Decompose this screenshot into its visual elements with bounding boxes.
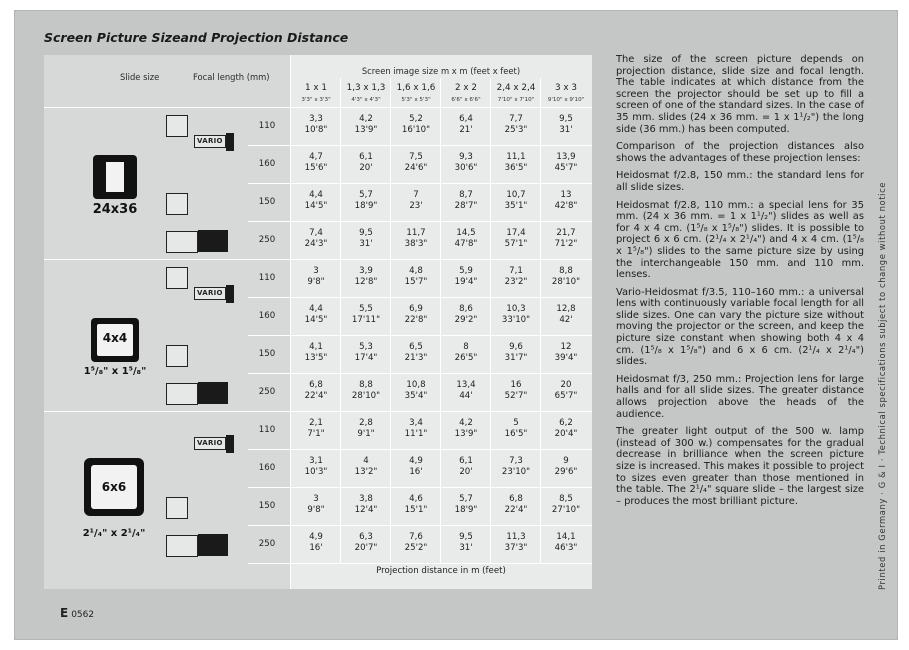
- distance-meters: 7,3: [509, 456, 523, 466]
- distance-feet: 13'2": [354, 467, 378, 477]
- distance-cell: [341, 152, 391, 174]
- tele-lens-icon: [198, 230, 228, 252]
- column-header-feet: 6'6" x 6'6": [451, 97, 481, 103]
- column-header-feet: 9'10" x 9'10": [547, 97, 585, 103]
- distance-meters: 5,5: [359, 304, 373, 314]
- vario-lens-barrel-icon: [226, 435, 234, 453]
- distance-feet: 42'8": [554, 201, 578, 211]
- distance-meters: 17,4: [506, 228, 526, 238]
- distance-feet: 14'5": [304, 315, 328, 325]
- distance-feet: 30'6": [454, 163, 478, 173]
- distance-cell: [391, 342, 441, 364]
- column-header: 3 x 3: [555, 83, 577, 93]
- distance-cell: [341, 342, 391, 364]
- distance-meters: 21,7: [556, 228, 576, 238]
- focal-length: 250: [258, 539, 276, 549]
- distance-cell: [391, 266, 441, 288]
- distance-cell: [491, 266, 541, 288]
- standard-lens-icon: [166, 193, 188, 215]
- distance-cell: [291, 152, 341, 174]
- distance-feet: 9'8": [307, 505, 325, 515]
- column-header: 1 x 1: [305, 83, 327, 93]
- distance-feet: 31'7": [504, 353, 528, 363]
- distance-feet: 19'4": [454, 277, 478, 287]
- distance-cell: [291, 228, 341, 250]
- distance-cell: [391, 228, 441, 250]
- paragraph: The size of the screen picture depends on projection distance, slide size and focal length. The table indicates at which distance from the screen the projector should be set up to fill a screen of one of the standard sizes. In the case of 35 mm. slides (24 x 36 mm. = 1 x 1¹/₂") the long side (36 mm.) has been computed.: [616, 54, 864, 135]
- distance-cell: [391, 494, 441, 516]
- focal-length: 160: [258, 159, 276, 169]
- distance-cell: [541, 380, 591, 402]
- distance-feet: 71'2": [554, 239, 578, 249]
- slide-size-6x6-inches: 2¹/₄" x 2¹/₄": [82, 528, 146, 539]
- distance-meters: 11,7: [406, 228, 426, 238]
- slide-24x36-icon: [93, 155, 137, 199]
- distance-feet: 29'2": [454, 315, 478, 325]
- distance-meters: 13,9: [556, 152, 576, 162]
- distance-cell: [541, 304, 591, 326]
- distance-cell: [391, 380, 441, 402]
- distance-feet: 39'4": [554, 353, 578, 363]
- distance-cell: [541, 456, 591, 478]
- distance-cell: [291, 304, 341, 326]
- distance-cell: [341, 456, 391, 478]
- distance-cell: [341, 266, 391, 288]
- distance-cell: [441, 456, 491, 478]
- screen-size-header: Screen image size m x m (feet x feet): [361, 66, 521, 76]
- distance-feet: 23': [409, 201, 423, 211]
- distance-meters: 6,2: [559, 418, 573, 428]
- distance-feet: 13'9": [454, 429, 478, 439]
- distance-feet: 17'11": [351, 315, 381, 325]
- distance-feet: 20'7": [354, 543, 378, 553]
- distance-meters: 4: [363, 456, 369, 466]
- distance-meters: 20: [560, 380, 572, 390]
- distance-meters: 6,1: [359, 152, 373, 162]
- distance-cell: [341, 114, 391, 136]
- distance-cell: [541, 418, 591, 440]
- distance-meters: 6,8: [309, 380, 323, 390]
- distance-meters: 7,6: [409, 532, 423, 542]
- distance-feet: 17'4": [354, 353, 378, 363]
- distance-meters: 6,1: [459, 456, 473, 466]
- standard-lens-icon: [166, 497, 188, 519]
- focal-length: 110: [258, 121, 276, 131]
- paragraph: Heidosmat f/3, 250 mm.: Projection lens for large halls and for all slide sizes. The greater distance allows projection above the heads of the audience.: [616, 373, 864, 420]
- distance-meters: 10,8: [406, 380, 426, 390]
- distance-cell: [391, 456, 441, 478]
- vario-lens-icon: VARIO: [194, 437, 226, 450]
- distance-cell: [291, 418, 341, 440]
- column-header: 2 x 2: [455, 83, 477, 93]
- distance-feet: 15'1": [404, 505, 428, 515]
- focal-length: 160: [258, 311, 276, 321]
- distance-meters: 9: [563, 456, 569, 466]
- distance-cell: [441, 532, 491, 554]
- distance-feet: 12'8": [354, 277, 378, 287]
- vario-lens-barrel-icon: [226, 285, 234, 303]
- distance-cell: [541, 114, 591, 136]
- distance-cell: [341, 304, 391, 326]
- distance-cell: [541, 152, 591, 174]
- tele-lens-frame-icon: [166, 535, 198, 557]
- distance-cell: [441, 304, 491, 326]
- slide-size-4x4-inches: 1⁵/₈" x 1⁵/₈": [83, 366, 147, 377]
- distance-meters: 5,7: [459, 494, 473, 504]
- distance-cell: [441, 152, 491, 174]
- page-letter: E: [60, 606, 69, 620]
- distance-meters: 8,6: [459, 304, 473, 314]
- distance-feet: 24'6": [404, 163, 428, 173]
- distance-feet: 26'5": [454, 353, 478, 363]
- distance-meters: 4,4: [309, 190, 323, 200]
- distance-cell: [541, 532, 591, 554]
- distance-feet: 22'4": [504, 505, 528, 515]
- slide-size-24x36: 24x36: [92, 202, 138, 217]
- column-header-feet: 3'3" x 3'3": [301, 97, 331, 103]
- projector-body-icon: [166, 115, 188, 137]
- focal-length: 160: [258, 463, 276, 473]
- distance-meters: 13,4: [456, 380, 476, 390]
- distance-feet: 23'10": [501, 467, 531, 477]
- distance-cell: [441, 342, 491, 364]
- distance-meters: 6,9: [409, 304, 423, 314]
- distance-feet: 42': [559, 315, 573, 325]
- distance-cell: [491, 494, 541, 516]
- distance-meters: 14,1: [556, 532, 576, 542]
- distance-feet: 24'3": [304, 239, 328, 249]
- distance-meters: 10,7: [506, 190, 526, 200]
- column-header: 1,3 x 1,3: [346, 83, 386, 93]
- distance-feet: 65'7": [554, 391, 578, 401]
- distance-cell: [491, 418, 541, 440]
- distance-meters: 3: [313, 494, 319, 504]
- distance-meters: 4,8: [409, 266, 423, 276]
- distance-feet: 20': [359, 163, 373, 173]
- distance-feet: 47'8": [454, 239, 478, 249]
- distance-cell: [291, 494, 341, 516]
- distance-feet: 28'7": [454, 201, 478, 211]
- column-header-feet: 4'3" x 4'3": [351, 97, 381, 103]
- distance-meters: 3,1: [309, 456, 323, 466]
- distance-cell: [491, 190, 541, 212]
- distance-cell: [341, 190, 391, 212]
- distance-meters: 7,1: [509, 266, 523, 276]
- distance-cell: [541, 266, 591, 288]
- distance-meters: 3,8: [359, 494, 373, 504]
- distance-feet: 35'4": [404, 391, 428, 401]
- distance-cell: [491, 342, 541, 364]
- distance-meters: 7: [413, 190, 419, 200]
- distance-feet: 21'3": [404, 353, 428, 363]
- distance-feet: 29'6": [554, 467, 578, 477]
- distance-meters: 10,3: [506, 304, 526, 314]
- column-header: 1,6 x 1,6: [396, 83, 436, 93]
- distance-cell: [441, 228, 491, 250]
- distance-feet: 23'2": [504, 277, 528, 287]
- distance-cell: [391, 190, 441, 212]
- distance-feet: 15'6": [304, 163, 328, 173]
- distance-feet: 35'1": [504, 201, 528, 211]
- distance-feet: 33'10": [501, 315, 531, 325]
- distance-cell: [491, 114, 541, 136]
- distance-meters: 3,3: [309, 114, 323, 124]
- distance-cell: [341, 532, 391, 554]
- distance-meters: 5,3: [359, 342, 373, 352]
- slide-size-6x6: 6x6: [101, 480, 127, 494]
- distance-cell: [341, 380, 391, 402]
- grid-line: [44, 107, 592, 108]
- distance-cell: [291, 114, 341, 136]
- distance-cell: [441, 494, 491, 516]
- distance-meters: 3,4: [409, 418, 423, 428]
- focal-length-header: Focal length (mm): [193, 72, 270, 82]
- distance-cell: [441, 418, 491, 440]
- slide-size-4x4: 4x4: [102, 331, 128, 345]
- distance-meters: 8,7: [459, 190, 473, 200]
- distance-feet: 16': [309, 543, 323, 553]
- distance-meters: 4,2: [359, 114, 373, 124]
- distance-cell: [391, 304, 441, 326]
- distance-feet: 13'9": [354, 125, 378, 135]
- distance-feet: 25'2": [404, 543, 428, 553]
- distance-cell: [291, 532, 341, 554]
- grid-line: [44, 411, 592, 412]
- distance-meters: 9,5: [559, 114, 573, 124]
- distance-cell: [441, 190, 491, 212]
- grid-line: [248, 563, 592, 564]
- distance-feet: 14'5": [304, 201, 328, 211]
- vario-lens-icon: VARIO: [194, 135, 226, 148]
- paragraph: Heidosmat f/2.8, 150 mm.: the standard lens for all slide sizes.: [616, 170, 864, 193]
- distance-cell: [441, 266, 491, 288]
- distance-meters: 9,3: [459, 152, 473, 162]
- distance-feet: 28'10": [551, 277, 581, 287]
- focal-length: 110: [258, 273, 276, 283]
- distance-meters: 6,4: [459, 114, 473, 124]
- distance-cell: [391, 152, 441, 174]
- distance-feet: 27'10": [551, 505, 581, 515]
- tele-lens-icon: [198, 534, 228, 556]
- distance-meters: 4,9: [309, 532, 323, 542]
- distance-cell: [341, 228, 391, 250]
- distance-feet: 15'7": [404, 277, 428, 287]
- distance-meters: 4,6: [409, 494, 423, 504]
- distance-cell: [491, 304, 541, 326]
- distance-feet: 57'1": [504, 239, 528, 249]
- distance-meters: 5,7: [359, 190, 373, 200]
- distance-cell: [541, 342, 591, 364]
- standard-lens-icon: [166, 345, 188, 367]
- distance-meters: 3: [313, 266, 319, 276]
- distance-meters: 9,5: [359, 228, 373, 238]
- distance-cell: [291, 380, 341, 402]
- focal-length: 150: [258, 349, 276, 359]
- paragraph: Vario-Heidosmat f/3.5, 110–160 mm.: a universal lens with continuously variable focal length for all slide sizes. One can vary the picture size without moving the projector or the screen, and keep the picture size constant when showing both 4 x 4 cm. (1⁵/₈ x 1⁵/₈") and 6 x 6 cm. (2¹/₄ x 2¹/₄") slides.: [616, 286, 864, 368]
- distance-feet: 20'4": [554, 429, 578, 439]
- distance-feet: 37'3": [504, 543, 528, 553]
- paragraph: Heidosmat f/2.8, 110 mm.: a special lens for 35 mm. (24 x 36 mm. = 1 x 1¹/₂") slides as well as for 4 x 4 cm. (1⁵/₈ x 1⁵/₈") slides. It is possible to project 6 x 6 cm. (2¹/₄ x 2¹/₄") and 4 x 4 cm. (1⁵/₈ x 1⁵/₈") slides to the same picture size by using the interchangeable 150 mm. and 110 mm. lenses.: [616, 199, 864, 281]
- distance-meters: 6,5: [409, 342, 423, 352]
- distance-meters: 2,1: [309, 418, 323, 428]
- vario-lens-icon: VARIO: [194, 287, 226, 300]
- distance-meters: 4,1: [309, 342, 323, 352]
- distance-feet: 36'5": [504, 163, 528, 173]
- distance-meters: 8,5: [559, 494, 573, 504]
- distance-feet: 16'10": [401, 125, 431, 135]
- focal-length: 250: [258, 235, 276, 245]
- focal-length: 110: [258, 425, 276, 435]
- distance-cell: [491, 380, 541, 402]
- distance-feet: 11'1": [404, 429, 428, 439]
- distance-cell: [491, 152, 541, 174]
- distance-feet: 44': [459, 391, 473, 401]
- distance-feet: 25'3": [504, 125, 528, 135]
- distance-cell: [291, 266, 341, 288]
- page-title: Screen Picture Sizeand Projection Distance: [44, 30, 349, 45]
- distance-cell: [491, 532, 541, 554]
- tele-lens-frame-icon: [166, 231, 198, 253]
- distance-meters: 5,2: [409, 114, 423, 124]
- distance-meters: 12,8: [556, 304, 576, 314]
- distance-feet: 21': [459, 125, 473, 135]
- distance-meters: 4,7: [309, 152, 323, 162]
- distance-cell: [541, 190, 591, 212]
- distance-meters: 4,2: [459, 418, 473, 428]
- distance-cell: [441, 114, 491, 136]
- distance-meters: 5: [513, 418, 519, 428]
- focal-length: 250: [258, 387, 276, 397]
- distance-feet: 12'4": [354, 505, 378, 515]
- distance-meters: 5,9: [459, 266, 473, 276]
- distance-cell: [291, 190, 341, 212]
- page-code: [60, 606, 94, 620]
- distance-feet: 31': [359, 239, 373, 249]
- distance-meters: 3,9: [359, 266, 373, 276]
- grid-line: [44, 259, 592, 260]
- distance-meters: 7,5: [409, 152, 423, 162]
- distance-feet: 31': [559, 125, 573, 135]
- distance-feet: 10'8": [304, 125, 328, 135]
- distance-meters: 6,3: [359, 532, 373, 542]
- distance-meters: 8,8: [559, 266, 573, 276]
- distance-meters: 8: [463, 342, 469, 352]
- distance-feet: 16': [409, 467, 423, 477]
- page-number: 0562: [71, 610, 95, 620]
- distance-cell: [541, 494, 591, 516]
- distance-feet: 22'4": [304, 391, 328, 401]
- distance-feet: 38'3": [404, 239, 428, 249]
- distance-cell: [441, 380, 491, 402]
- distance-feet: 31': [459, 543, 473, 553]
- distance-meters: 6,8: [509, 494, 523, 504]
- distance-feet: 9'1": [357, 429, 375, 439]
- focal-length: 150: [258, 197, 276, 207]
- slide-size-header: Slide size: [120, 72, 160, 82]
- distance-feet: 18'9": [354, 201, 378, 211]
- distance-meters: 9,5: [459, 532, 473, 542]
- description-text: [616, 54, 864, 513]
- distance-meters: 14,5: [456, 228, 476, 238]
- distance-cell: [491, 228, 541, 250]
- focal-length: 150: [258, 501, 276, 511]
- distance-feet: 7'1": [307, 429, 325, 439]
- distance-meters: 11,3: [506, 532, 526, 542]
- paragraph: Comparison of the projection distances also shows the advantages of these projection lenses:: [616, 141, 864, 164]
- distance-cell: [491, 456, 541, 478]
- paragraph: The greater light output of the 500 w. lamp (instead of 300 w.) compensates for the gradual decrease in brilliance when the screen picture size is increased. This makes it possible to project to sizes even greater than those mentioned in the table. The 2¹/₄" square slide – the largest size – produces the most brilliant picture.: [616, 426, 864, 507]
- distance-meters: 13: [560, 190, 572, 200]
- distance-feet: 18'9": [454, 505, 478, 515]
- distance-feet: 13'5": [304, 353, 328, 363]
- distance-feet: 16'5": [504, 429, 528, 439]
- distance-feet: 52'7": [504, 391, 528, 401]
- tele-lens-icon: [198, 382, 228, 404]
- distance-feet: 28'10": [351, 391, 381, 401]
- distance-cell: [291, 456, 341, 478]
- distance-cell: [391, 418, 441, 440]
- distance-meters: 8,8: [359, 380, 373, 390]
- distance-meters: 12: [560, 342, 572, 352]
- distance-feet: 10'3": [304, 467, 328, 477]
- distance-feet: 45'7": [554, 163, 578, 173]
- distance-meters: 16: [510, 380, 522, 390]
- distance-cell: [341, 418, 391, 440]
- column-header-feet: 7'10" x 7'10": [497, 97, 535, 103]
- column-header: 2,4 x 2,4: [496, 83, 536, 93]
- distance-cell: [391, 532, 441, 554]
- distance-meters: 11,1: [506, 152, 526, 162]
- projection-distance-label: Projection distance in m (feet): [376, 566, 506, 576]
- distance-feet: 9'8": [307, 277, 325, 287]
- distance-meters: 7,4: [309, 228, 323, 238]
- print-notice: Printed in Germany · G & I · Technical specifications subject to change without notice: [877, 181, 887, 590]
- distance-feet: 20': [459, 467, 473, 477]
- distance-feet: 46'3": [554, 543, 578, 553]
- distance-cell: [291, 342, 341, 364]
- distance-meters: 4,9: [409, 456, 423, 466]
- distance-meters: 9,6: [509, 342, 523, 352]
- distance-cell: [341, 494, 391, 516]
- distance-meters: 4,4: [309, 304, 323, 314]
- distance-meters: 7,7: [509, 114, 523, 124]
- tele-lens-frame-icon: [166, 383, 198, 405]
- distance-meters: 2,8: [359, 418, 373, 428]
- vario-lens-barrel-icon: [226, 133, 234, 151]
- distance-cell: [541, 228, 591, 250]
- distance-feet: 22'8": [404, 315, 428, 325]
- distance-cell: [391, 114, 441, 136]
- projector-body-icon: [166, 267, 188, 289]
- column-header-feet: 5'3" x 5'3": [401, 97, 431, 103]
